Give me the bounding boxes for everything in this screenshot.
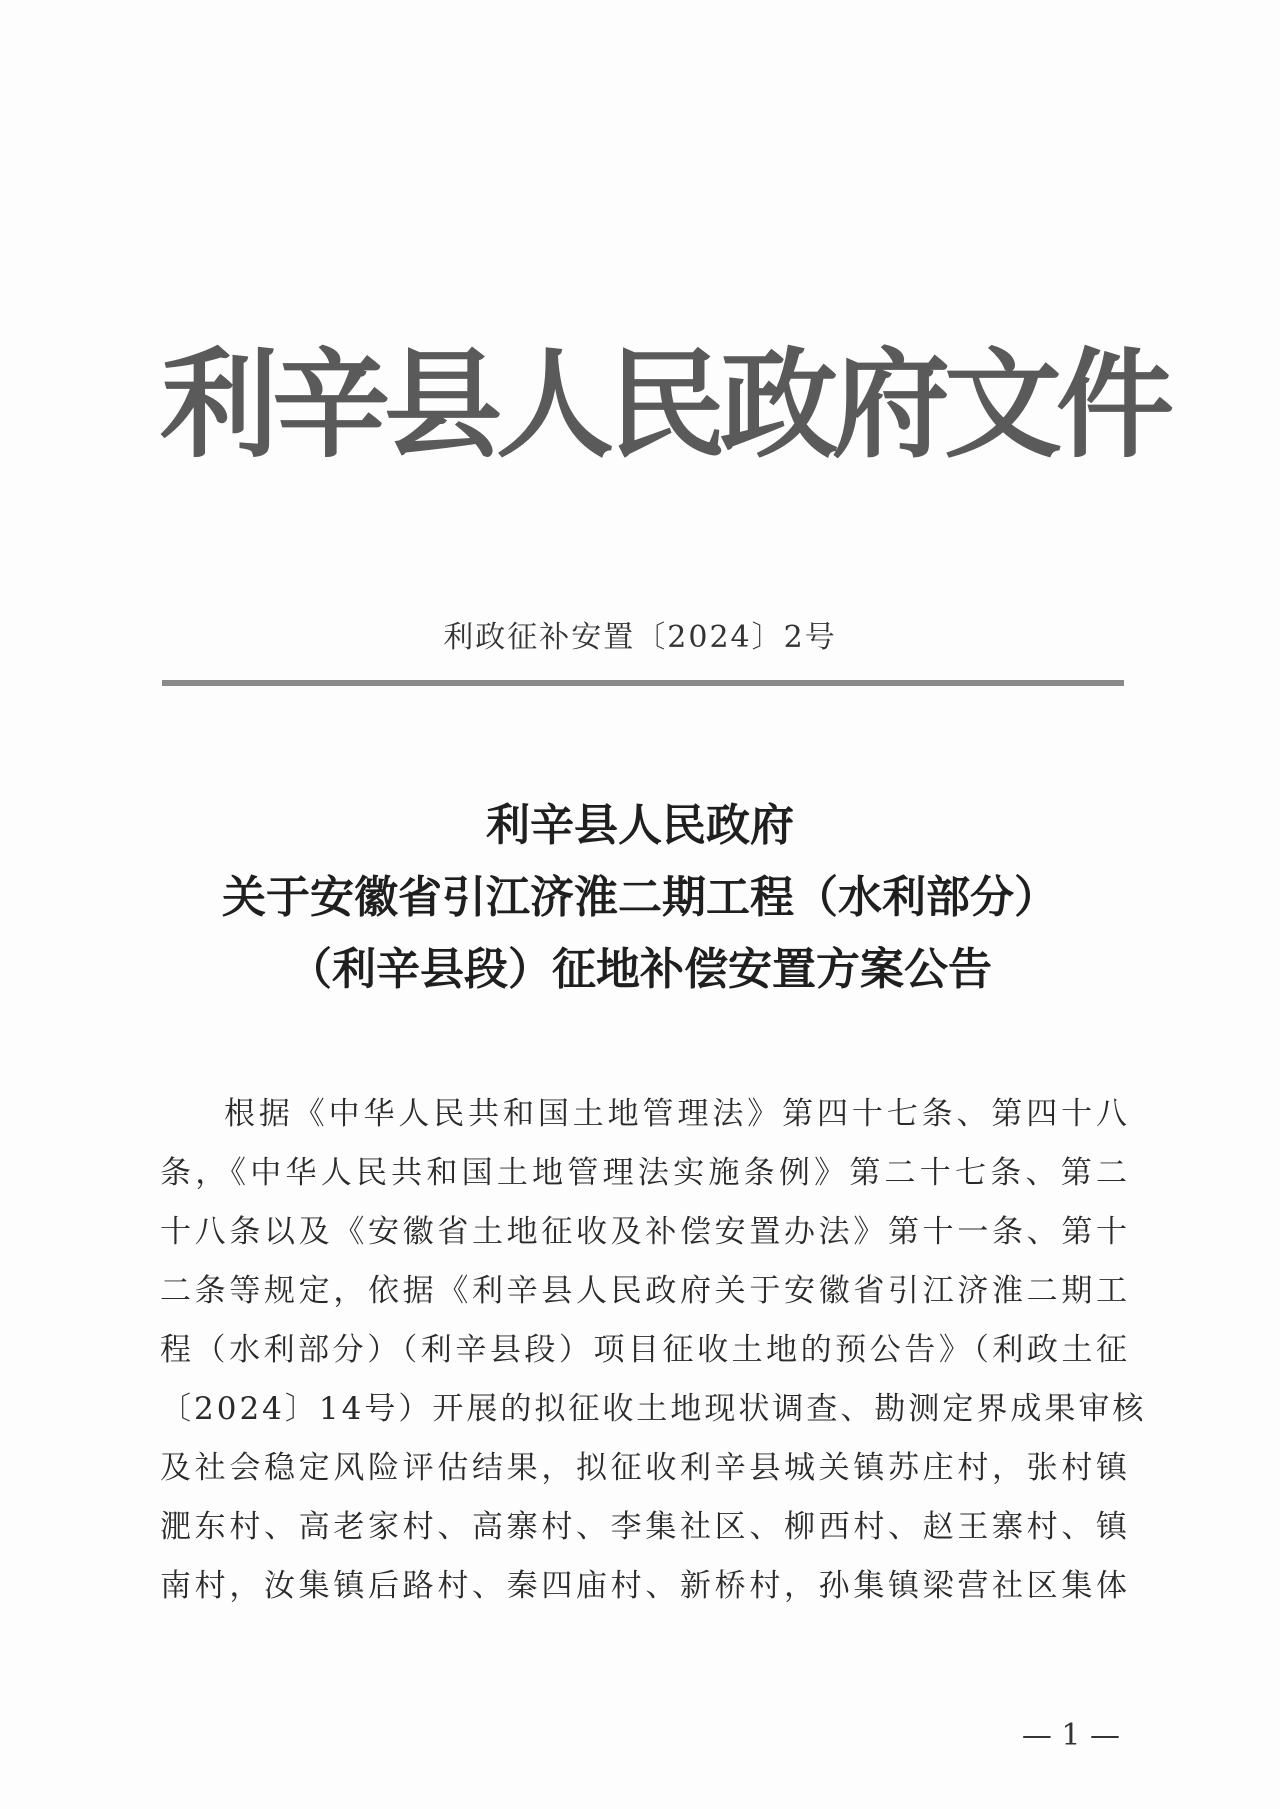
body-line: 二条等规定，依据《利辛县人民政府关于安徽省引江济淮二期工 [160,1273,1130,1309]
body-line: 及社会稳定风险评估结果，拟征收利辛县城关镇苏庄村，张村镇 [160,1450,1130,1486]
body-line: 淝东村、高老家村、高寨村、李集社区、柳西村、赵王寨村、镇 [160,1509,1130,1545]
body-line: 〔2024〕14号）开展的拟征收土地现状调查、勘测定界成果审核 [160,1391,1147,1427]
document-masthead: 利辛县人民政府文件 [160,336,1169,474]
body-line: 十八条以及《安徽省土地征收及补偿安置办法》第十一条、第十 [160,1214,1130,1250]
title-line: （利辛县段）征地补偿安置方案公告 [288,944,992,995]
announcement-title [160,790,1120,1006]
title-line: 关于安徽省引江济淮二期工程（水利部分） [222,872,1058,923]
body-line: 程（水利部分）（利辛县段）项目征收土地的预公告》（利政土征 [160,1332,1130,1368]
body-line: 南村，汝集镇后路村、秦四庙村、新桥村，孙集镇梁营社区集体 [160,1568,1130,1604]
body-line: 条，《中华人民共和国土地管理法实施条例》第二十七条、第二 [160,1155,1130,1191]
body-paragraph [160,1085,1147,1616]
masthead-divider [162,680,1124,686]
body-line: 根据《中华人民共和国土地管理法》第四十七条、第四十八 [224,1096,1130,1132]
document-number: 利政征补安置〔2024〕2号 [443,620,837,655]
page-number: — 1 — [1021,1718,1120,1753]
title-line: 利辛县人民政府 [486,800,794,851]
